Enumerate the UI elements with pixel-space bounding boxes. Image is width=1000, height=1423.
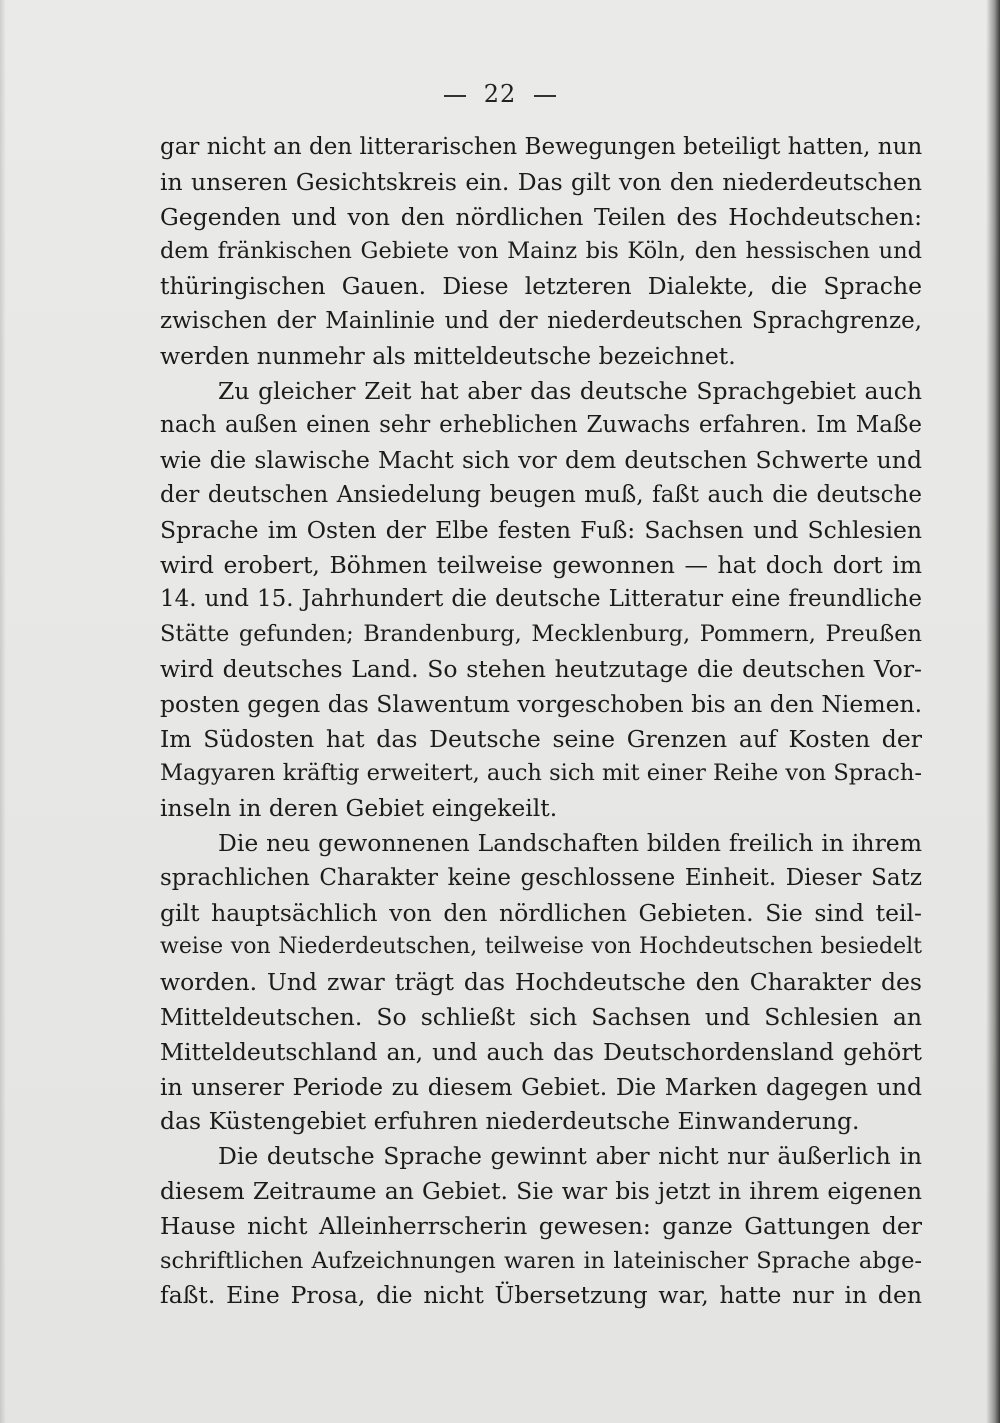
text-line: thüringischen Gauen. Diese letzteren Dialekte, die Sprache xyxy=(160,272,922,301)
text-line: weise von Niederdeutschen, teilweise von Hochdeutschen besiedelt xyxy=(160,934,922,960)
text-line: 14. und 15. Jahrhundert die deutsche Litteratur eine freundliche xyxy=(160,586,922,613)
text-line: Stätte gefunden; Brandenburg, Mecklenburg, Pommern, Preußen xyxy=(160,621,922,648)
text-line: Mitteldeutschen. So schließt sich Sachsen und Schlesien an xyxy=(160,1002,922,1031)
text-line: zwischen der Mainlinie und der niederdeutschen Sprachgrenze, xyxy=(160,307,922,334)
text-line: nach außen einen sehr erheblichen Zuwachs erfahren. Im Maße xyxy=(160,412,922,439)
text-line: Mitteldeutschland an, und auch das Deutschordensland gehört xyxy=(160,1037,922,1066)
page-number: 22 xyxy=(483,80,517,108)
text-line: diesem Zeitraume an Gebiet. Sie war bis jetzt in ihrem eigenen xyxy=(160,1176,922,1205)
paragraph xyxy=(160,374,922,826)
header-dash-left xyxy=(444,95,466,97)
header-dash-right xyxy=(534,95,556,97)
text-line: Gegenden und von den nördlichen Teilen des Hochdeutschen: xyxy=(160,202,922,231)
paragraph xyxy=(160,1139,922,1313)
text-line: gar nicht an den litterarischen Bewegungen beteiligt hatten, nun xyxy=(160,134,922,160)
text-line: posten gegen das Slawentum vorgeschoben bis an den Niemen. xyxy=(160,689,922,718)
text-line: Hause nicht Alleinherrscherin gewesen: ganze Gattungen der xyxy=(160,1211,922,1240)
book-spine-shadow xyxy=(986,0,1000,1423)
text-line: Magyaren kräftig erweitert, auch sich mit einer Reihe von Sprach- xyxy=(160,760,922,787)
paragraph xyxy=(160,826,922,1139)
text-line: das Küstengebiet erfuhren niederdeutsche Einwanderung. xyxy=(160,1107,860,1136)
text-line: wird deutsches Land. So stehen heutzutage die deutschen Vor- xyxy=(160,654,922,683)
text-line: in unserer Periode zu diesem Gebiet. Die Marken dagegen und xyxy=(160,1072,922,1101)
text-line: Die neu gewonnenen Landschaften bilden freilich in ihrem xyxy=(218,828,922,857)
paragraph xyxy=(160,130,922,374)
text-line: dem fränkischen Gebiete von Mainz bis Köln, den hessischen und xyxy=(160,238,922,265)
text-line: worden. Und zwar trägt das Hochdeutsche den Charakter des xyxy=(160,968,922,997)
text-line: der deutschen Ansiedelung beugen muß, faßt auch die deutsche xyxy=(160,481,922,508)
text-line: Sprache im Osten der Elbe festen Fuß: Sachsen und Schlesien xyxy=(160,515,922,544)
text-line: in unseren Gesichtskreis ein. Das gilt von den niederdeutschen xyxy=(160,167,922,196)
body-text xyxy=(160,130,922,1313)
text-line: gilt hauptsächlich von den nördlichen Gebieten. Sie sind teil- xyxy=(160,898,922,927)
text-line: Die deutsche Sprache gewinnt aber nicht nur äußerlich in xyxy=(218,1142,922,1171)
text-line: wie die slawische Macht sich vor dem deutschen Schwerte und xyxy=(160,446,922,475)
text-line: Zu gleicher Zeit hat aber das deutsche Sprachgebiet auch xyxy=(218,376,922,405)
text-line: sprachlichen Charakter keine geschlossene Einheit. Dieser Satz xyxy=(160,864,922,891)
text-line: Im Südosten hat das Deutsche seine Grenzen auf Kosten der xyxy=(160,724,922,753)
text-line: werden nunmehr als mitteldeutsche bezeichnet. xyxy=(160,341,736,370)
text-line: wird erobert, Böhmen teilweise gewonnen — hat doch dort im xyxy=(160,550,922,579)
page-header xyxy=(0,80,1000,108)
page-edge-shadow xyxy=(0,0,6,1423)
text-line: schriftlichen Aufzeichnungen waren in lateinischer Sprache abge- xyxy=(160,1247,922,1274)
text-line: inseln in deren Gebiet eingekeilt. xyxy=(160,794,558,823)
text-line: faßt. Eine Prosa, die nicht Übersetzung war, hatte nur in den xyxy=(160,1281,922,1310)
